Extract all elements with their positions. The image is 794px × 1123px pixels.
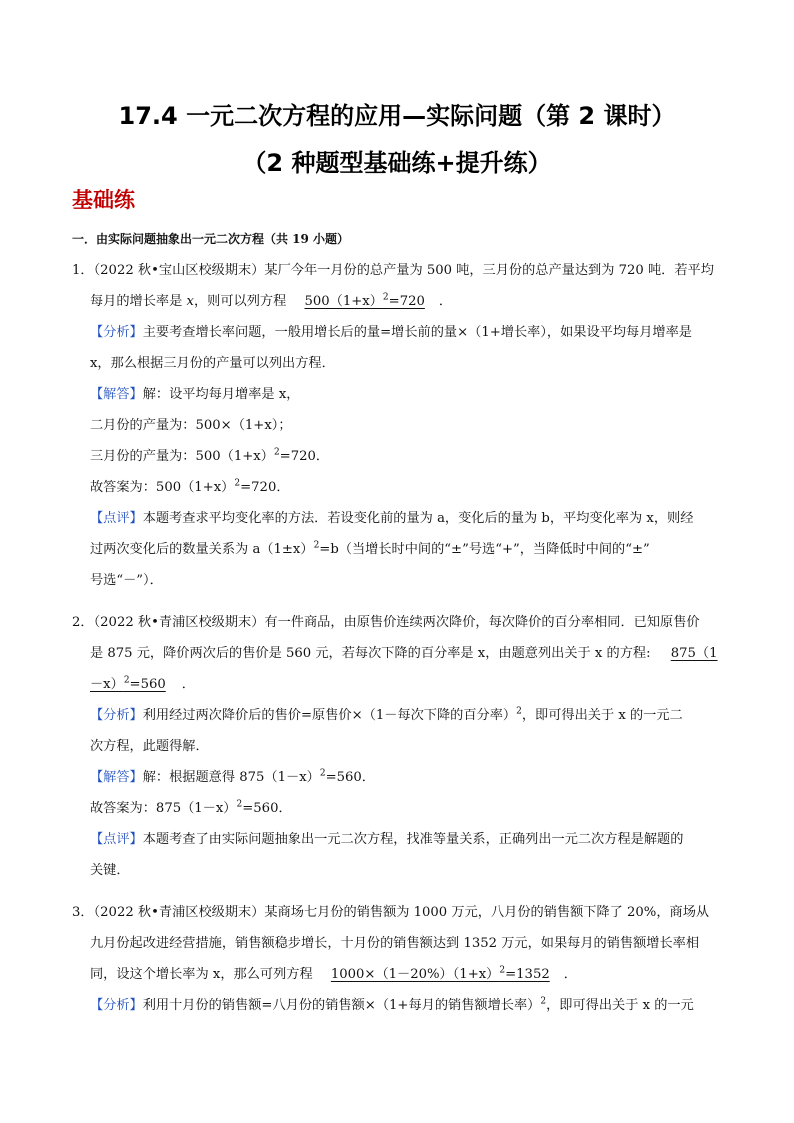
q3-stem-line1: 3．（2022 秋•青浦区校级期末）某商场七月份的销售额为 1000 万元，八月份的销售额下降了 20%，商场从 <box>72 905 710 920</box>
q1-stem-line2: 每月的增长率是 x，则可以列方程 $500(1+x)^2=720$ ． <box>90 292 453 309</box>
q3-answer: $1000\times(1-20\%)(1+x)^2=1352$ <box>330 965 550 982</box>
analysis-tag: 【分析】 <box>90 325 143 340</box>
q2-stem-line3: －x）$^2$=560 ． <box>90 675 195 692</box>
q2-number: 2． <box>72 615 94 630</box>
sub-heading: 一．由实际问题抽象出一元二次方程（共 19 小题） <box>72 232 350 246</box>
q1-comment-line3: 号选“－”）． <box>90 573 163 588</box>
solution-tag: 【解答】 <box>90 387 143 402</box>
q2-answer-part2: －x）$^2$=560 <box>90 675 166 692</box>
q2-solution-line1: 【解答】解：根据题意得 $875(1-x)^2=560$． <box>90 768 375 785</box>
q3-number: 3． <box>72 905 94 920</box>
q3-analysis-line1: 【分析】利用十月份的销售额=八月份的销售额×（1+每月的销售额增长率）$^2$，即可得出关于 x 的一元 <box>90 996 694 1013</box>
q2-comment-line1: 【点评】本题考查了由实际问题抽象出一元二次方程，找准等量关系，正确列出一元二次方程是解题的 <box>90 832 684 847</box>
q1-comment-line1: 【点评】本题考查求平均变化率的方法．若设变化前的量为 a，变化后的量为 b，平均变化率为 x，则经 <box>90 511 694 526</box>
q1-number: 1． <box>72 263 94 278</box>
q3-stem-line2: 九月份起改进经营措施，销售额稳步增长，十月份的销售额达到 1352 万元，如果每月的销售额增长率相 <box>90 936 700 951</box>
q2-stem-line2: 是 875 元，降价两次后的售价是 560 元，若每次下降的百分率是 x，由题意列出关于 x 的方程: 875（1 <box>90 646 718 661</box>
q3-stem-line3: 同，设这个增长率为 x，那么可列方程 $1000\times(1-20\%)(1+x)^2=1352$ ． <box>90 965 577 982</box>
q2-analysis-line2: 次方程，此题得解． <box>90 739 209 754</box>
q2-analysis-line1: 【分析】利用经过两次降价后的售价=原售价×（1－每次下降的百分率）$^2$，即可得出关于 x 的一元二 <box>90 706 683 723</box>
comment-tag: 【点评】 <box>90 511 143 526</box>
q1-stem-line1: 1．（2022 秋•宝山区校级期末）某厂今年一月份的总产量为 500 吨，三月份的总产量达到为 720 吨．若平均 <box>72 263 714 278</box>
q1-analysis-line2: x，那么根据三月份的产量可以列出方程． <box>90 356 335 371</box>
q1-answer: $500(1+x)^2=720$ <box>304 292 425 309</box>
q1-comment-line2: 过两次变化后的数量关系为 $a(1\pm x)^2=b$（当增长时中间的“±”号选“+”，当降低时中间的“±” <box>90 540 650 557</box>
q2-comment-line2: 关键． <box>90 863 130 878</box>
q1-solution-line2: 二月份的产量为：500×（1+x）； <box>90 418 292 433</box>
section-heading: 基础练 <box>72 188 135 212</box>
q2-solution-line2: 故答案为：$875(1-x)^2=560$． <box>90 799 292 816</box>
q1-analysis-line1: 【分析】主要考查增长率问题，一般用增长后的量=增长前的量×（1+增长率），如果设平均每月增率是 <box>90 325 692 340</box>
q2-stem-line1: 2．（2022 秋•青浦区校级期末）有一件商品，由原售价连续两次降价，每次降价的百分率相同．已知原售价 <box>72 615 700 630</box>
q1-solution-line1: 【解答】解：设平均每月增率是 x， <box>90 387 300 402</box>
page-title-line2: （2 种题型基础练+提升练） <box>242 149 552 177</box>
q1-solution-line4: 故答案为：$500(1+x)^2=720$． <box>90 478 290 495</box>
page-title-line1: 17.4 一元二次方程的应用—实际问题（第 2 课时） <box>118 102 676 130</box>
q2-answer-part1: 875（1 <box>670 646 718 661</box>
q1-solution-line3: 三月份的产量为：$500(1+x)^2=720$． <box>90 447 330 464</box>
